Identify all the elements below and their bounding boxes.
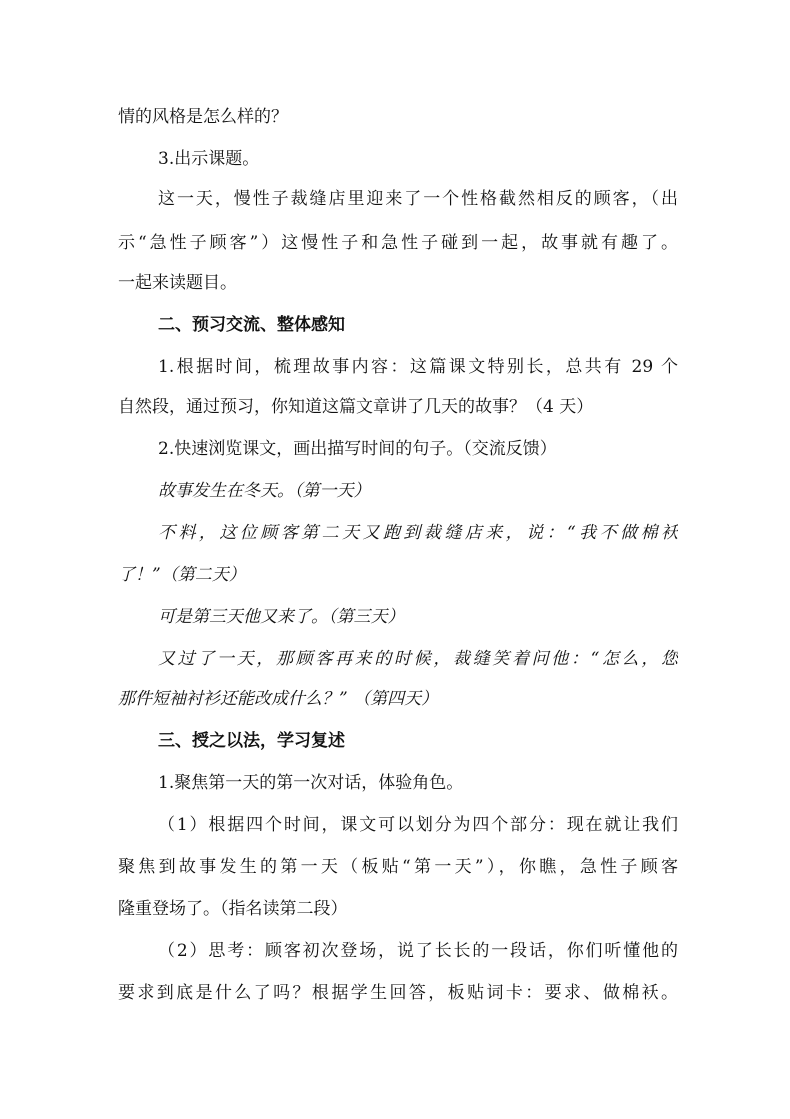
text-line: 情的风格是怎么样的？ xyxy=(118,107,288,127)
quote-line: 了！”（第二天） xyxy=(118,565,246,585)
quote-line: 不料，这位顾客第二天又跑到裁缝店来，说：“我不做棉袄 xyxy=(158,523,678,543)
text-line: 2.快速浏览课文，画出描写时间的句子。（交流反馈） xyxy=(158,439,557,459)
text-line: 1.根据时间，梳理故事内容：这篇课文特别长，总共有 29 个 xyxy=(158,357,678,377)
text-line: 3.出示课题。 xyxy=(158,149,260,169)
section-heading: 三、授之以法，学习复述 xyxy=(158,731,345,751)
text-line: （2）思考：顾客初次登场，说了长长的一段话，你们听懂他的 xyxy=(158,941,678,961)
quote-line: 又过了一天，那顾客再来的时候，裁缝笑着问他：“怎么，您 xyxy=(158,649,678,669)
section-heading: 二、预习交流、整体感知 xyxy=(158,315,345,335)
text-line: 要求到底是什么了吗？根据学生回答，板贴词卡：要求、做棉袄。 xyxy=(118,983,678,1003)
text-line: （1）根据四个时间，课文可以划分为四个部分：现在就让我们 xyxy=(158,815,678,835)
text-line: 这一天，慢性子裁缝店里迎来了一个性格截然相反的顾客，（出 xyxy=(158,189,678,209)
text-line: 自然段，通过预习，你知道这篇文章讲了几天的故事？（4 天） xyxy=(118,397,594,417)
quote-line: 故事发生在冬天。（第一天） xyxy=(158,481,371,501)
quote-line: 那件短袖衬衫还能改成什么？” （第四天） xyxy=(118,689,439,709)
text-line: 1.聚焦第一天的第一次对话，体验角色。 xyxy=(158,773,464,793)
text-line: 示“急性子顾客”）这慢性子和急性子碰到一起，故事就有趣了。 xyxy=(118,233,678,253)
text-line: 一起来读题目。 xyxy=(118,273,237,293)
text-line: 隆重登场了。（指名读第二段） xyxy=(118,899,348,919)
text-line: 聚焦到故事发生的第一天（板贴“第一天”），你瞧，急性子顾客 xyxy=(118,857,678,877)
quote-line: 可是第三天他又来了。（第三天） xyxy=(158,607,405,627)
